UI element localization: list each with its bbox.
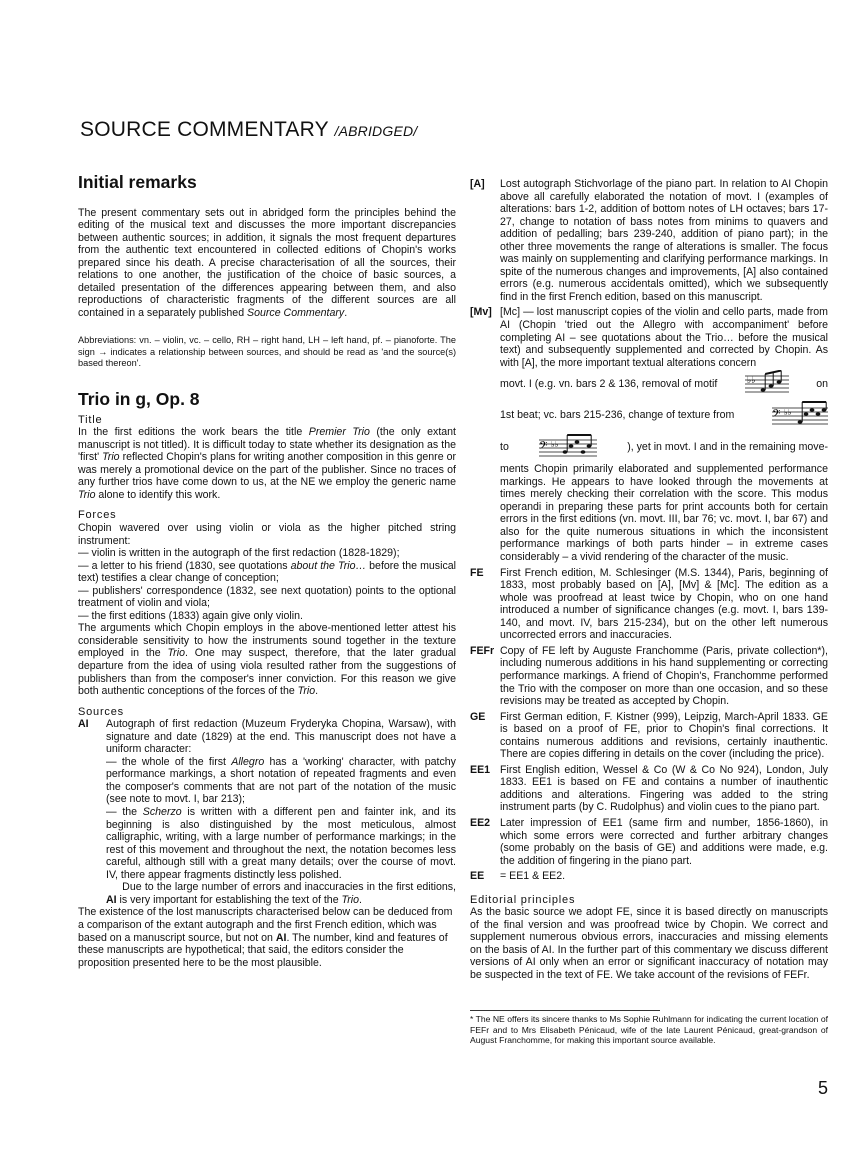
footnote: * The NE offers its sincere thanks to Ms Sophie Ruhlmann for indicating the current location of FEFr and to Mrs Elisabeth Pénicaud, wife of the late Laurent Pénicaud, great-grandson of August Franchomme, for making this important source available. xyxy=(470,1014,828,1046)
mv-line: ), yet in movt. I and in the remaining move- xyxy=(627,440,828,453)
source-description: Copy of FE left by Auguste Franchomme (Paris, private collection*), including numerous additions in his hand supplementing or correcting performance markings. A friend of Chopin's, Franchomme performed the Trio with the composer on more than one occasion, and so these revisions may be treated as accepted by Chopin. xyxy=(500,644,828,708)
forces-item: — the first editions (1833) again give only violin. xyxy=(78,609,303,622)
source-siglum: EE xyxy=(470,870,485,883)
motif-music-example xyxy=(745,370,789,398)
source-description: [Mc] — lost manuscript copies of the violin and cello parts, made from AI (Chopin 'tried out the Allegro with accompaniment' before completing AI – see quotations about the Trio… before the musical text) and subsequently supplemented and corrected by Chopin. As with [A], the more important textual alterations concern xyxy=(500,306,828,369)
svg-text:𝄢: 𝄢 xyxy=(772,408,781,424)
page-title xyxy=(80,118,417,142)
ai-detail: — the Scherzo is written with a different pen and fainter ink, and its beginning is also distinguished by the most meticulous, almost calligraphic, writing, with a large number of performance markings; in the rest of this movement and throughout the next, the notation becomes less careful, although still with a great many details; over the course of movt. IV, there appear fragments distinctly less polished. xyxy=(106,806,456,881)
footnote-divider xyxy=(470,1010,660,1011)
texture-music-example xyxy=(539,432,597,462)
page-number: 5 xyxy=(818,1078,829,1098)
lost-manuscripts-paragraph: The existence of the lost manuscripts characterised below can be deduced from a comparison of the extant autograph and the first French edition, which was based on a manuscript source, but not on AI. The number, kind and features of these manuscripts are hypothetical; that said, the editors consider the proposition presented here to be the most plausible. xyxy=(78,906,453,969)
right-column xyxy=(470,178,828,982)
title-sub: /ABRIDGED/ xyxy=(334,123,418,139)
initial-remarks-body: The present commentary sets out in abridged form the principles behind the editing of the musical text and discusses the more important discrepancies between authentic sources; in addition, it signals the most frequent departures from the authentic text encountered in collected editions of Chopin's works prepared since his death. A precise characterisation of all the sources, their relations to one another, the justification of the choice of basic sources, a detailed presentation of the differences appearing between them, and also reproductions of characteristic fragments of the different sources are all contained in a separately published Source Commentary. xyxy=(78,206,456,319)
forces-item: — a letter to his friend (1830, see quotations about the Trio… before the musical text) testifies a clear change of conception; xyxy=(78,559,456,585)
svg-text:♭♭: ♭♭ xyxy=(746,376,756,387)
source-description: Later impression of EE1 (same firm and number, 1856-1860), in which some errors were corrected and further arbitrary changes (some probably on the basis of GE) and additions were made, e.g. the addition of fingering in the piano part. xyxy=(500,816,828,867)
mv-line: movt. I (e.g. vn. bars 2 & 136, removal of motif xyxy=(500,377,718,390)
source-ai xyxy=(78,718,456,756)
forces-intro: Chopin wavered over using violin or viola as the higher pitched string instrument: xyxy=(78,522,456,547)
source-siglum: GE xyxy=(470,710,486,723)
abbreviations: Abbreviations: vn. – violin, vc. – cello, RH – right hand, LH – left hand, pf. – pianoforte. The sign → indicates a relationship between sources, and should be read as 'and the source(s) based thereon'. xyxy=(78,335,456,368)
source-siglum: [A] xyxy=(470,178,485,190)
source-fe xyxy=(470,567,828,642)
editorial-principles-paragraph: As the basic source we adopt FE, since it is based directly on manuscripts of the final version and was proofread twice by Chopin. We correct and supplement numerous obvious errors, inaccuracies and missing elements on the basis of AI. In the further part of this commentary we discuss different versions of AI only when an error or significant inaccuracy of notation may be suspected in the text of FE. We take account of the revisions of FEFr. xyxy=(470,906,828,981)
svg-text:♭♭: ♭♭ xyxy=(784,408,792,418)
source-mv-mc xyxy=(470,306,828,563)
source-siglum: [Mv] xyxy=(470,306,492,319)
svg-text:𝄢: 𝄢 xyxy=(539,440,548,456)
initial-remarks-heading: Initial remarks xyxy=(78,172,197,192)
trio-heading: Trio in g, Op. 8 xyxy=(78,389,200,410)
mv-line: on xyxy=(816,377,828,390)
source-siglum: EE2 xyxy=(470,816,491,829)
texture-music-example xyxy=(772,400,828,430)
forces-subheading: Forces xyxy=(78,509,117,522)
source-description: Autograph of first redaction (Muzeum Fryderyka Chopina, Warsaw), with signature and date (1829) at the end. This manuscript does not have a uniform character: xyxy=(106,718,456,756)
source-siglum: FE xyxy=(470,566,484,579)
source-description: Lost autograph Stichvorlage of the piano part. In relation to AI Chopin above all carefully elaborated the notation of movt. I (examples of alterations: bars 1-2, addition of bottom notes of LH octaves; bars 17-27, change to notation of bass notes from minims to quavers and addition of pedalling; bars 239-240, addition of piano part); in the other three movements the range of alterations is smaller. The focus was mainly on supplementing and clarifying performance markings. In spite of the numerous changes and improvements, [A] also contained errors (e.g. numerous accidentals omitted), which we subsequently find in the first French edition, based on this manuscript. xyxy=(500,178,828,303)
forces-item: — publishers' correspondence (1832, see next quotation) points to the optional treatment of violin and viola; xyxy=(78,584,456,610)
left-column xyxy=(78,172,456,969)
ai-detail: — the whole of the first Allegro has a 'working' character, with patchy performance markings, a short notation of repeated fragments and even the composer's comments that are not part of the notation of the music (see note to movt. I, bar 213); xyxy=(106,755,456,806)
source-fefr xyxy=(470,645,828,708)
source-ee1 xyxy=(470,764,828,814)
title-subheading: Title xyxy=(78,413,103,426)
svg-text:♭♭: ♭♭ xyxy=(551,440,559,450)
source-ge xyxy=(470,711,828,761)
source-description: First English edition, Wessel & Co (W & Co No 924), London, July 1833. EE1 is based on FE and contains a number of inauthentic additions and alterations. Fingering was added to the string instrument parts (by C. Rudolphus) and violin cues to the piano part. xyxy=(500,763,828,814)
source-a xyxy=(470,178,828,303)
source-siglum: AI xyxy=(78,718,89,731)
forces-paragraph: The arguments which Chopin employs in the above-mentioned letter attest his considerable sensitivity to how the instruments sound together in the texture employed in the Trio. One may suspect, therefore, that the later gradual departure from the idea of using viola resulted rather from the suggestions of publishers than from the composer's inner conviction. For this reason we give both authentic conceptions of the forces of the Trio. xyxy=(78,622,456,698)
source-description: First French edition, M. Schlesinger (M.S. 1344), Paris, beginning of 1833, most probably based on [A], [Mv] & [Mc]. The edition as a whole was proofread at least twice by Chopin, who on one hand introduced a number of significance changes (e.g. movt. I, bars 139-140, and movt. IV, bars 215-234), but on the other left numerous uncorrected errors and inaccuracies. xyxy=(500,566,828,642)
mv-line: to xyxy=(500,440,509,453)
ai-detail: Due to the large number of errors and inaccuracies in the first editions, AI is very important for establishing the text of the Trio. xyxy=(106,881,456,906)
source-description: First German edition, F. Kistner (999), Leipzig, March-April 1833. GE is based on a proof of FE, prior to Chopin's final corrections. It contains numerous additions and revisions, certainly inauthentic. There are copies differing in details on the cover (including the price). xyxy=(500,710,828,761)
source-ee xyxy=(470,870,828,883)
source-ee2 xyxy=(470,817,828,867)
source-description: ments Chopin primarily elaborated and supplemented performance markings. He appears to have looked through the movements at times merely checking their correlation with the score. This modus operandi in preparing these parts for print accounts both for certain errors in the first editions (vn. movt. III, bar 76; vc. movt. I, bar 67) and also for the quite numerous situations in which the inconsistent performance markings of both parts hinder – in extreme cases considerably – a vivid rendering of the character of the music. xyxy=(500,463,828,564)
title-main: SOURCE COMMENTARY xyxy=(80,118,329,141)
source-siglum: FEFr xyxy=(470,644,495,657)
forces-item: — violin is written in the autograph of the first redaction (1828-1829); xyxy=(78,547,400,560)
source-description: = EE1 & EE2. xyxy=(500,870,566,883)
source-siglum: EE1 xyxy=(470,763,491,776)
title-paragraph: In the first editions the work bears the title Premier Trio (the only extant manuscript is not titled). It is difficult today to state whether its designation as the 'first' Trio reflected Chopin's plans for writing another composition in this genre or was merely a promotional device on the part of the publisher. Since no traces of any further trios have come down to us, at the NE we employ the generic name Trio alone to identify this work. xyxy=(78,426,456,501)
mv-line: 1st beat; vc. bars 215-236, change of texture from xyxy=(500,408,735,421)
editorial-principles-subheading: Editorial principles xyxy=(470,893,576,906)
sources-subheading: Sources xyxy=(78,705,124,718)
